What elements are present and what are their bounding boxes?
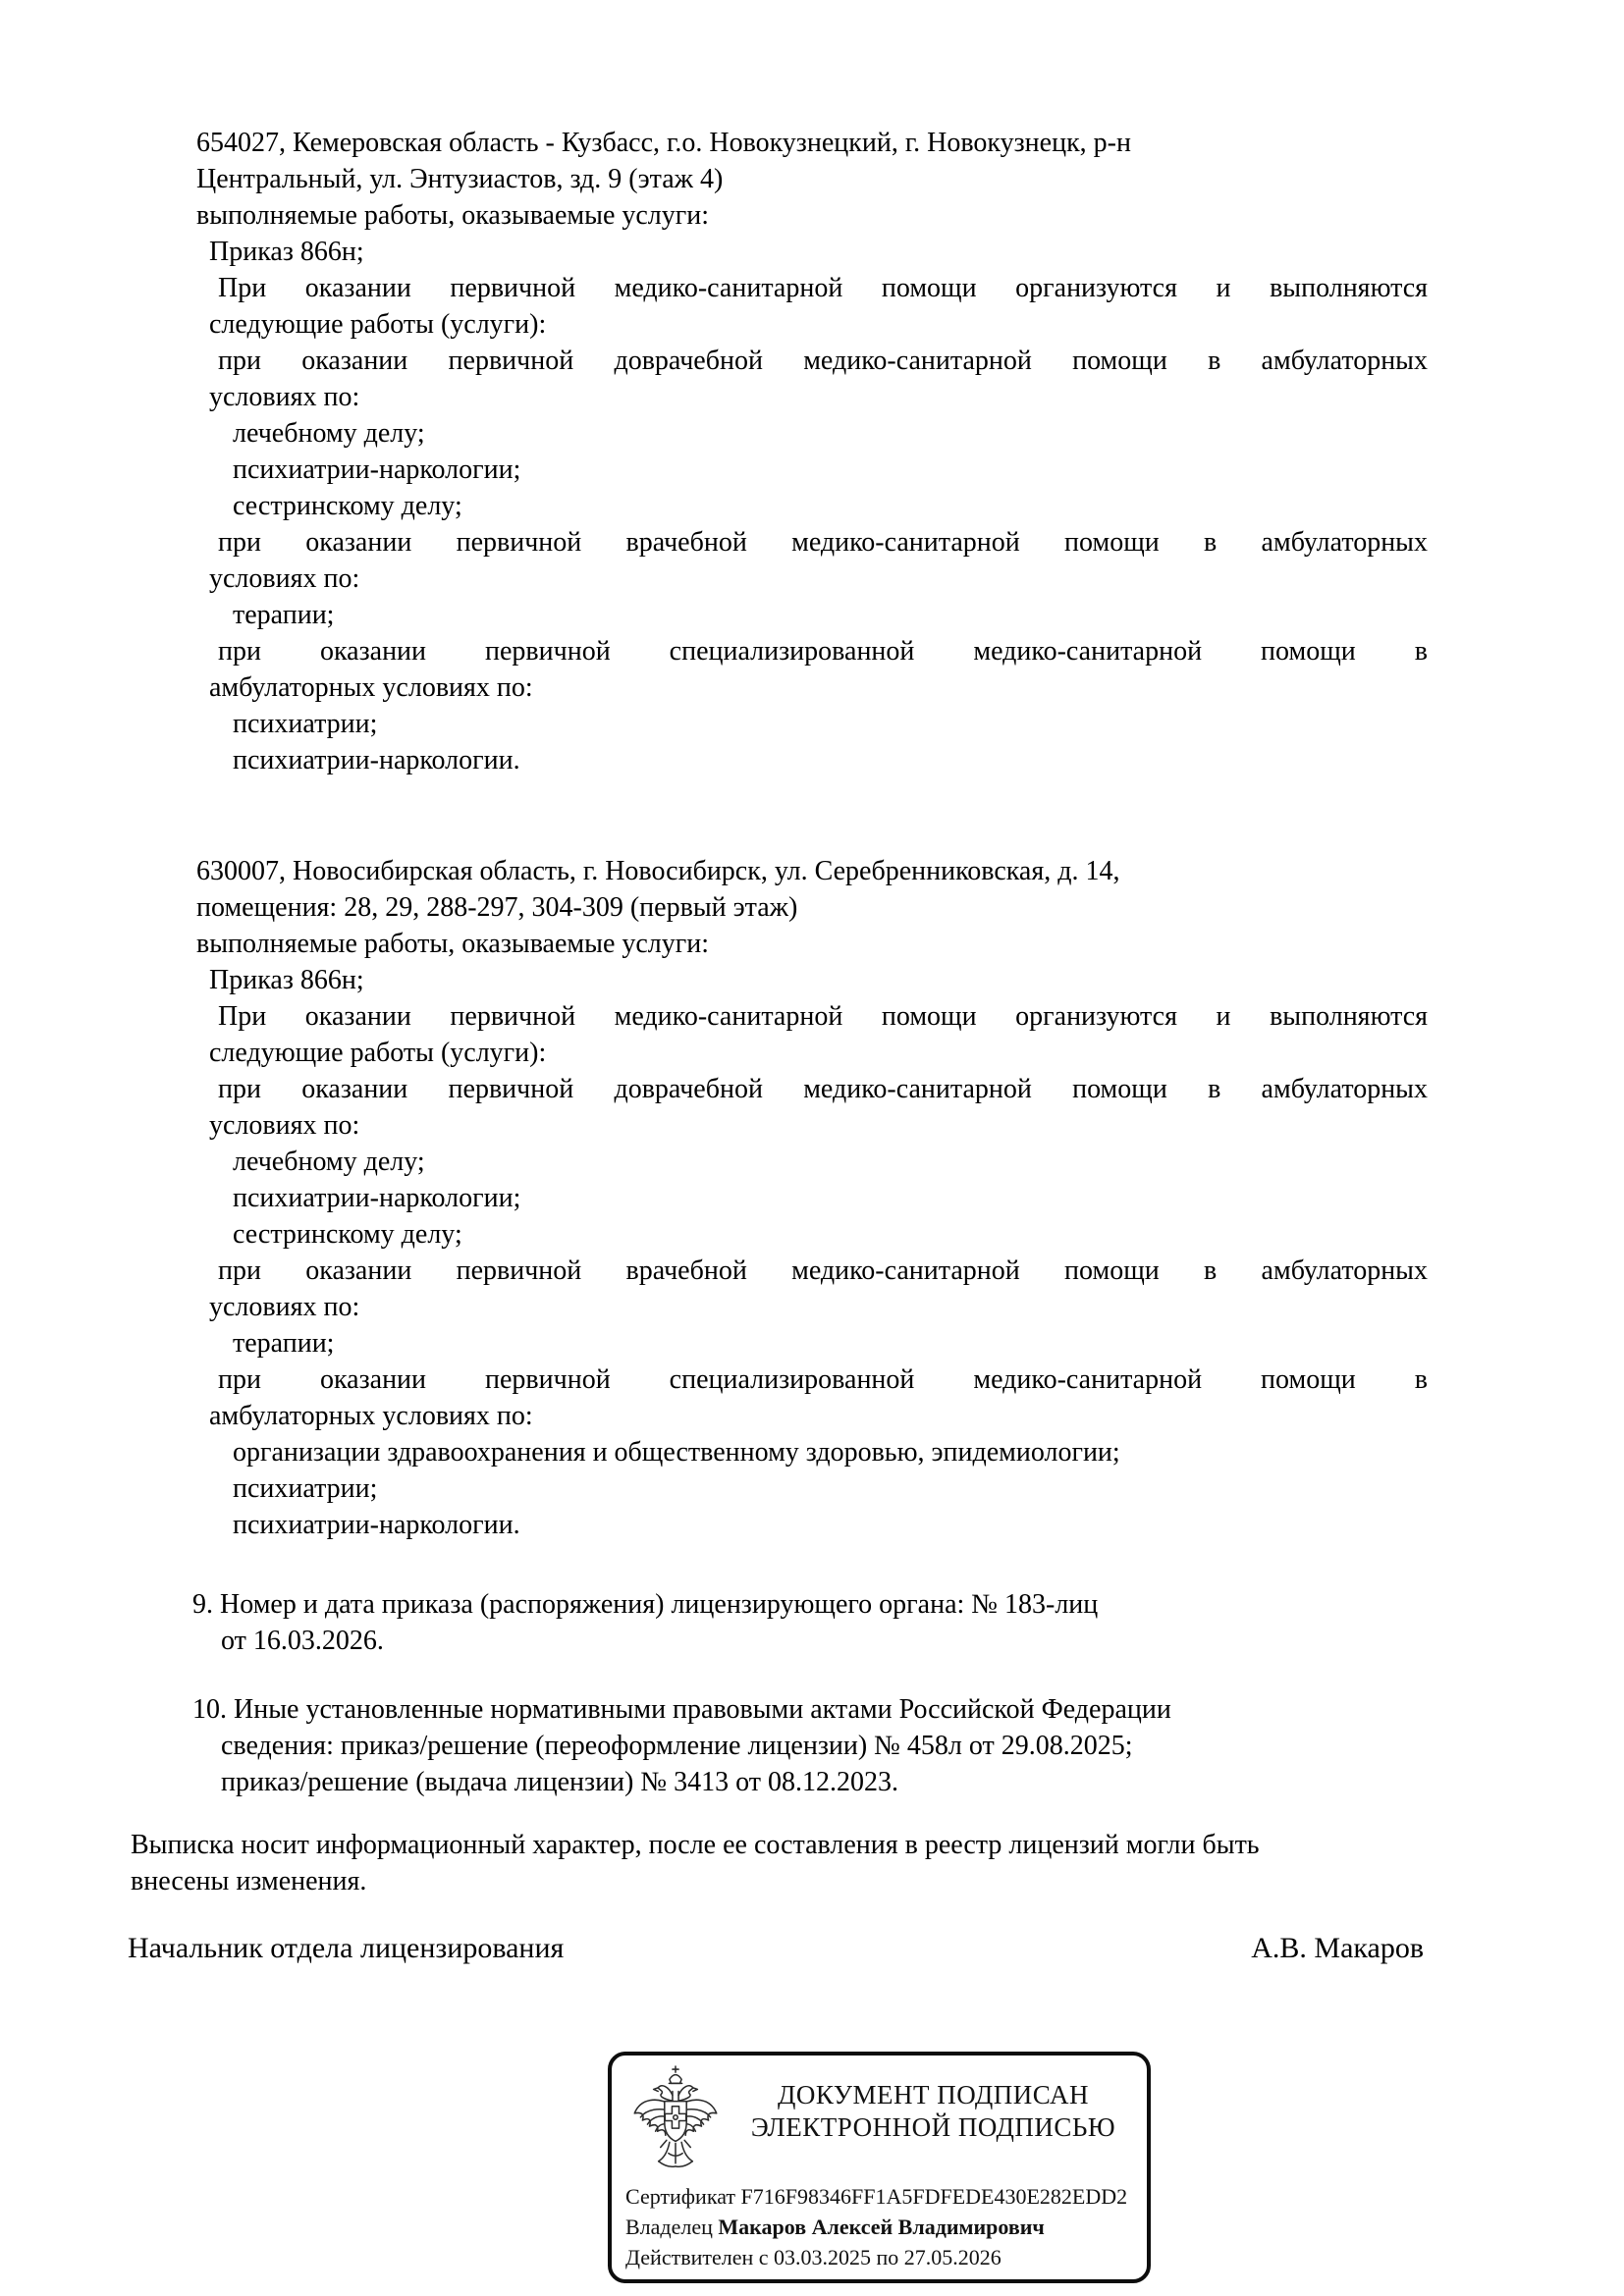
item-line: сведения: приказ/решение (переоформление лицензии) № 458л от 29.08.2025; <box>221 1731 1133 1761</box>
service-line: условиях по: <box>209 1292 360 1322</box>
service-line: следующие работы (услуги): <box>209 309 547 340</box>
service-line: амбулаторных условиях по: <box>209 672 533 703</box>
certificate-row <box>625 2181 1137 2212</box>
services-header: выполняемые работы, оказываемые услуги: <box>196 929 710 959</box>
owner-row <box>625 2212 1137 2242</box>
service-line: при оказании первичной доврачебной медико-санитарной помощи в амбулаторных <box>218 1074 1428 1104</box>
service-line: При оказании первичной медико-санитарной помощи организуются и выполняются <box>218 1001 1428 1032</box>
order-ref-line: Приказ 866н; <box>209 237 364 267</box>
item-10-other-info <box>192 1691 1428 1800</box>
order-ref-line: Приказ 866н; <box>209 965 364 995</box>
service-line: амбулаторных условиях по: <box>209 1401 533 1431</box>
stamp-title-line1: ДОКУМЕНТ ПОДПИСАН <box>778 2080 1089 2109</box>
service-line: при оказании первичной специализированной медико-санитарной помощи в <box>218 636 1428 667</box>
certificate-value: F716F98346FF1A5FDFEDE430E282EDD2 <box>740 2184 1128 2209</box>
signature-role: Начальник отдела лицензирования <box>128 1932 565 1964</box>
services-header: выполняемые работы, оказываемые услуги: <box>196 200 710 231</box>
address-line: 654027, Кемеровская область - Кузбасс, г.о. Новокузнецкий, г. Новокузнецк, р-н <box>196 128 1131 158</box>
certificate-label: Сертификат <box>625 2184 735 2209</box>
specialty-line: сестринскому делу; <box>233 1219 462 1250</box>
specialty-line: психиатрии-наркологии; <box>233 454 521 485</box>
informational-note <box>131 1827 1492 1899</box>
service-line: при оказании первичной доврачебной медико-санитарной помощи в амбулаторных <box>218 346 1428 376</box>
item-9-order-number <box>192 1586 1428 1659</box>
stamp-info <box>625 2181 1137 2272</box>
specialty-line: лечебному делу; <box>233 1147 425 1177</box>
service-line: при оказании первичной врачебной медико-санитарной помощи в амбулаторных <box>218 1255 1428 1286</box>
note-line: Выписка носит информационный характер, после ее составления в реестр лицензий могли быть <box>131 1830 1260 1860</box>
specialty-line: психиатрии-наркологии. <box>233 745 520 775</box>
service-line: при оказании первичной врачебной медико-санитарной помощи в амбулаторных <box>218 527 1428 558</box>
owner-value: Макаров Алексей Владимирович <box>718 2215 1045 2239</box>
validity-value: с 03.03.2025 по 27.05.2026 <box>758 2245 1001 2269</box>
service-line: при оказании первичной специализированной медико-санитарной помощи в <box>218 1364 1428 1395</box>
address-line: 630007, Новосибирская область, г. Новосибирск, ул. Серебренниковская, д. 14, <box>196 856 1120 886</box>
stamp-title-line2: ЭЛЕКТРОННОЙ ПОДПИСЬЮ <box>750 2112 1116 2142</box>
specialty-line: организации здравоохранения и общественному здоровью, эпидемиологии; <box>233 1437 1120 1468</box>
specialty-line: психиатрии; <box>233 709 378 739</box>
stamp-title <box>728 2079 1139 2144</box>
specialty-line: психиатрии-наркологии. <box>233 1510 520 1540</box>
service-line: следующие работы (услуги): <box>209 1038 547 1068</box>
validity-row <box>625 2242 1137 2272</box>
specialty-line: терапии; <box>233 1328 335 1359</box>
signature-row <box>128 1930 1424 1966</box>
item-line: от 16.03.2026. <box>221 1626 384 1656</box>
note-line: внесены изменения. <box>131 1866 367 1896</box>
electronic-signature-stamp <box>608 2052 1151 2283</box>
address-block-kemerovo <box>196 125 1428 778</box>
address-line: помещения: 28, 29, 288-297, 304-309 (первый этаж) <box>196 892 798 923</box>
service-line: условиях по: <box>209 1110 360 1141</box>
specialty-line: терапии; <box>233 600 335 630</box>
item-line: приказ/решение (выдача лицензии) № 3413 от 08.12.2023. <box>221 1767 898 1797</box>
item-line: 9. Номер и дата приказа (распоряжения) лицензирующего органа: № 183-лиц <box>192 1589 1099 1620</box>
signature-name: А.В. Макаров <box>1251 1932 1424 1964</box>
validity-label: Действителен <box>625 2245 754 2269</box>
specialty-line: психиатрии-наркологии; <box>233 1183 521 1213</box>
roszdravnadzor-eagle-icon <box>631 2065 720 2175</box>
owner-label: Владелец <box>625 2215 713 2239</box>
address-block-novosibirsk <box>196 853 1428 1543</box>
service-line: условиях по: <box>209 382 360 412</box>
specialty-line: сестринскому делу; <box>233 491 462 521</box>
service-line: условиях по: <box>209 563 360 594</box>
specialty-line: лечебному делу; <box>233 418 425 449</box>
specialty-line: психиатрии; <box>233 1473 378 1504</box>
address-line: Центральный, ул. Энтузиастов, зд. 9 (этаж 4) <box>196 164 724 194</box>
service-line: При оказании первичной медико-санитарной помощи организуются и выполняются <box>218 273 1428 303</box>
item-line: 10. Иные установленные нормативными правовыми актами Российской Федерации <box>192 1694 1171 1725</box>
